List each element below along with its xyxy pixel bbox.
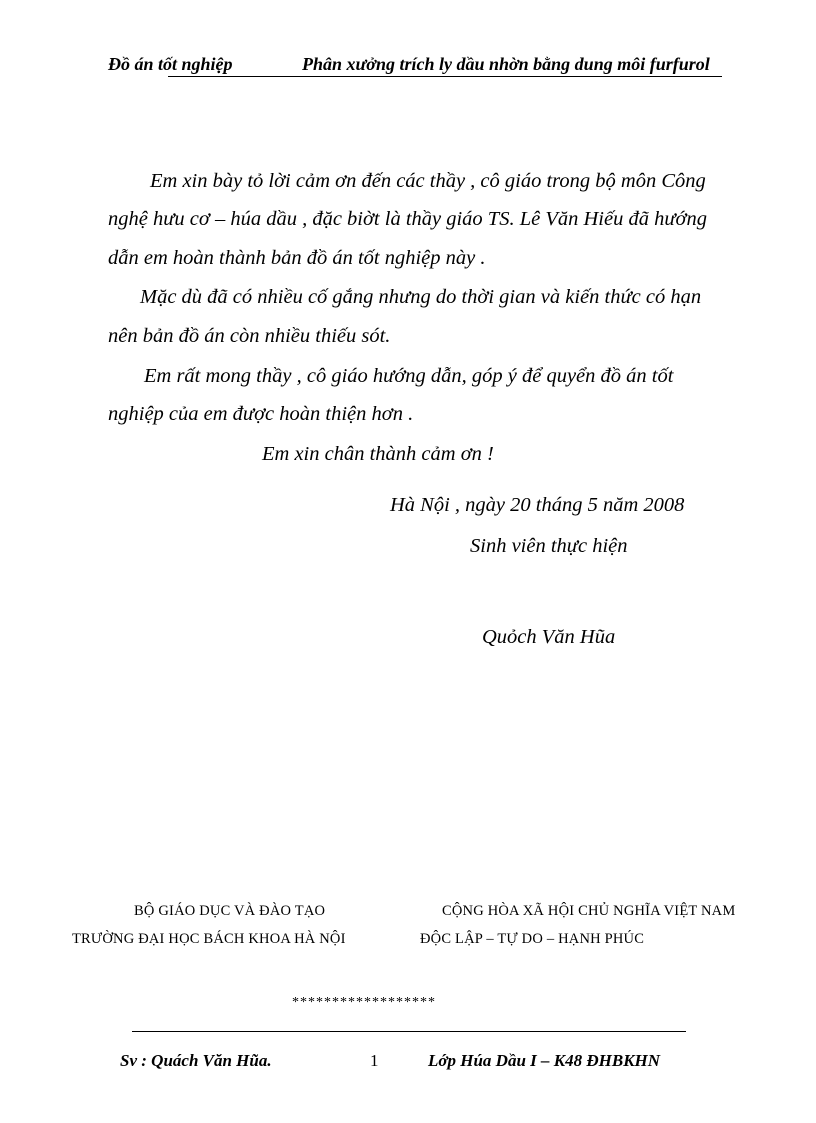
national-motto: ĐỘC LẬP – TỰ DO – HẠNH PHÚC xyxy=(420,931,645,947)
footer-student: Sv : Quách Văn Hũa. xyxy=(120,1051,272,1070)
paragraph-3-line-1: Em rất mong thầy , cô giáo hướng dẫn, góp ý để quyển đồ án tốt xyxy=(144,365,674,387)
republic-name: CỘNG HÒA XÃ HỘI CHỦ NGHĨA VIỆT NAM xyxy=(442,903,736,919)
date-line: Hà Nội , ngày 20 tháng 5 năm 2008 xyxy=(390,494,685,516)
footer-rule xyxy=(132,1031,686,1032)
page-number: 1 xyxy=(370,1051,379,1070)
thanks-line: Em xin chân thành cảm ơn ! xyxy=(262,443,494,465)
signer-name: Quỏch Văn Hũa xyxy=(482,626,616,648)
signer-role: Sinh viên thực hiện xyxy=(470,535,628,557)
header-rule xyxy=(168,76,722,77)
star-divider: ****************** xyxy=(292,995,436,1010)
header-left-title: Đồ án tốt nghiệp xyxy=(108,54,233,74)
paragraph-1-line-1: Em xin bày tỏ lời cảm ơn đến các thầy , cô giáo trong bộ môn Công xyxy=(150,170,706,192)
footer-class: Lớp Húa Dầu I – K48 ĐHBKHN xyxy=(428,1051,661,1070)
university-name: TRƯỜNG ĐẠI HỌC BÁCH KHOA HÀ NỘI xyxy=(72,931,346,947)
paragraph-2-line-2: nên bản đồ án còn nhiều thiếu sót. xyxy=(108,325,391,347)
paragraph-1-line-3: dẫn em hoàn thành bản đồ án tốt nghiệp này . xyxy=(108,247,486,269)
paragraph-2-line-1: Mặc dù đã có nhiều cố gắng nhưng do thời gian và kiến thức có hạn xyxy=(140,286,702,308)
header-right-title: Phân xưởng trích ly dầu nhờn bằng dung môi furfurol xyxy=(302,54,710,74)
paragraph-3-line-2: nghiệp của em được hoàn thiện hơn . xyxy=(108,403,414,425)
paragraph-1-line-2: nghệ hưu cơ – húa dầu , đặc biờt là thầy giáo TS. Lê Văn Hiếu đã hướng xyxy=(108,208,707,230)
ministry-name: BỘ GIÁO DỤC VÀ ĐÀO TẠO xyxy=(134,903,326,919)
